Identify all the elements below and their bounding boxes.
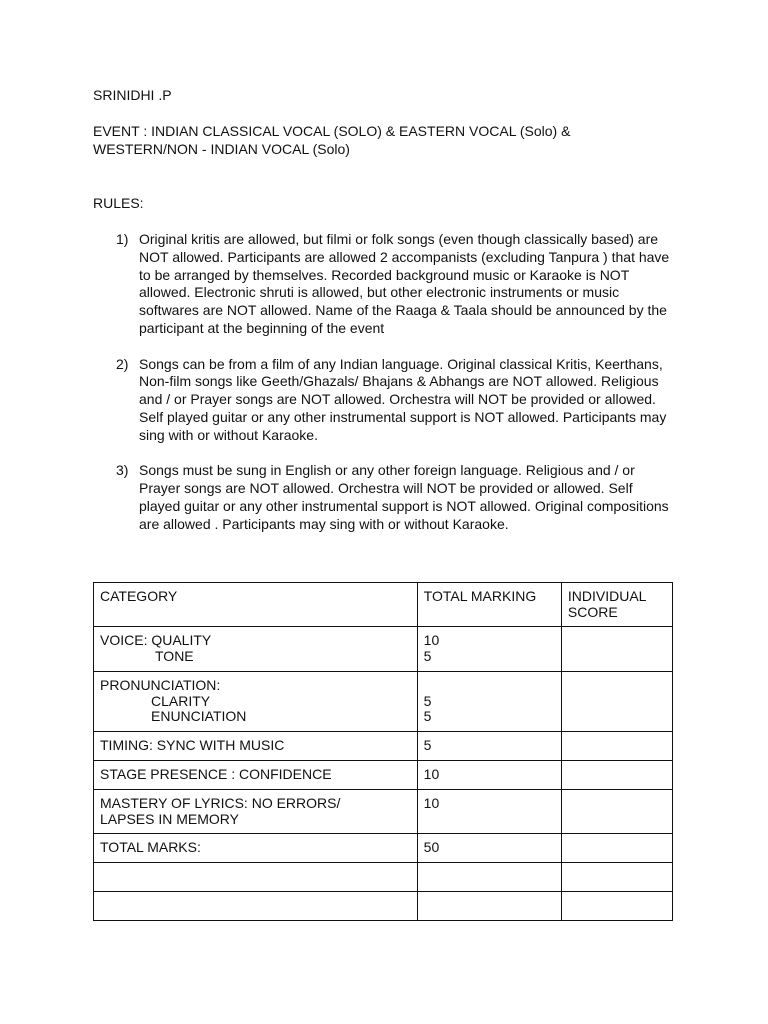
- individual-score-cell[interactable]: [561, 732, 672, 761]
- category-total: TOTAL MARKS:: [94, 834, 418, 863]
- marking-pronunciation: [417, 672, 561, 732]
- header-individual-score-line-1: INDIVIDUAL: [567, 588, 647, 604]
- table-header-row: [94, 583, 673, 627]
- category-mastery-line-1: MASTERY OF LYRICS: NO ERRORS/: [100, 795, 341, 811]
- category-pronunciation-sub-1: CLARITY: [151, 692, 211, 709]
- header-category: CATEGORY: [94, 583, 418, 627]
- event-title-line-1: EVENT : INDIAN CLASSICAL VOCAL (SOLO) & EASTERN VOCAL (Solo) &: [93, 123, 571, 139]
- table-row: [94, 732, 673, 761]
- marking-total: 50: [417, 834, 561, 863]
- marking-mastery: 10: [417, 790, 561, 834]
- header-total-marking: TOTAL MARKING: [417, 583, 561, 627]
- table-row: [94, 790, 673, 834]
- empty-cell[interactable]: [417, 863, 561, 892]
- rule-item: [93, 356, 675, 445]
- rule-text: Original kritis are allowed, but filmi or folk songs (even though classically based) are NOT allowed. Participants are allowed 2 accompanists (excluding Tanpura ) that have to be arranged by themselves. Recorded background music or Karaoke is NOT allowed. Electronic shruti is allowed, but other electronic instruments or music softwares are NOT allowed. Name of the Raaga & Taala should be announced by the participant at the beginning of the event: [139, 231, 670, 336]
- individual-score-cell[interactable]: [561, 761, 672, 790]
- document-body: [93, 86, 683, 551]
- category-voice: [94, 627, 418, 672]
- empty-cell[interactable]: [94, 892, 418, 921]
- marking-voice-tone: 5: [423, 647, 432, 664]
- category-mastery: [94, 790, 418, 834]
- empty-cell[interactable]: [94, 863, 418, 892]
- header-individual-score: [561, 583, 672, 627]
- empty-cell[interactable]: [561, 863, 672, 892]
- category-voice-label: VOICE: QUALITY: [100, 632, 212, 648]
- rule-number: 3): [116, 462, 129, 479]
- category-pronunciation-sub-2: ENUNCIATION: [151, 708, 247, 724]
- category-pronunciation: [94, 672, 418, 732]
- marking-voice: [417, 627, 561, 672]
- scoring-table: [93, 582, 673, 921]
- event-title-line-2: WESTERN/NON - INDIAN VOCAL (Solo): [93, 141, 350, 157]
- marking-stage-presence: 10: [417, 761, 561, 790]
- rule-item: [93, 231, 675, 338]
- rules-heading: RULES:: [93, 195, 144, 211]
- rule-item: [93, 462, 675, 533]
- category-pronunciation-label: PRONUNCIATION:: [100, 677, 221, 693]
- table-row-empty: [94, 892, 673, 921]
- table-row: [94, 627, 673, 672]
- category-voice-sub: TONE: [155, 647, 194, 664]
- header-individual-score-line-2: SCORE: [567, 603, 618, 620]
- individual-score-cell[interactable]: [561, 672, 672, 732]
- table-row: [94, 834, 673, 863]
- rule-text: Songs can be from a film of any Indian language. Original classical Kritis, Keerthans, Non-film songs like Geeth/Ghazals/ Bhajans & Abhangs are NOT allowed. Religious and / or Prayer songs are NOT allowed. Orchestra will NOT be provided or allowed. Self played guitar or any other instrumental support is NOT allowed. Participants may sing with or without Karaoke.: [139, 355, 667, 443]
- empty-cell[interactable]: [417, 892, 561, 921]
- marking-pronunciation-clarity: 5: [423, 692, 432, 709]
- individual-score-cell[interactable]: [561, 790, 672, 834]
- rule-number: 2): [116, 355, 129, 372]
- individual-score-cell[interactable]: [561, 834, 672, 863]
- rule-text: Songs must be sung in English or any other foreign language. Religious and / or Prayer songs are NOT allowed. Orchestra will NOT be provided or allowed. Self played guitar or any other instrumental support is NOT allowed. Original compositions are allowed . Participants may sing with or without Karaoke.: [139, 462, 669, 532]
- table-row-empty: [94, 863, 673, 892]
- table-row: [94, 672, 673, 732]
- event-title: [93, 122, 683, 158]
- individual-score-cell[interactable]: [561, 627, 672, 672]
- rules-list: [93, 231, 683, 534]
- empty-cell[interactable]: [561, 892, 672, 921]
- category-stage-presence: STAGE PRESENCE : CONFIDENCE: [94, 761, 418, 790]
- table-row: [94, 761, 673, 790]
- category-timing: TIMING: SYNC WITH MUSIC: [94, 732, 418, 761]
- marking-pronunciation-enunciation: 5: [423, 708, 432, 724]
- marking-timing: 5: [417, 732, 561, 761]
- category-mastery-line-2: LAPSES IN MEMORY: [100, 810, 240, 827]
- author-name: SRINIDHI .P: [93, 87, 172, 103]
- marking-voice-quality: 10: [423, 632, 440, 648]
- rule-number: 1): [116, 231, 129, 247]
